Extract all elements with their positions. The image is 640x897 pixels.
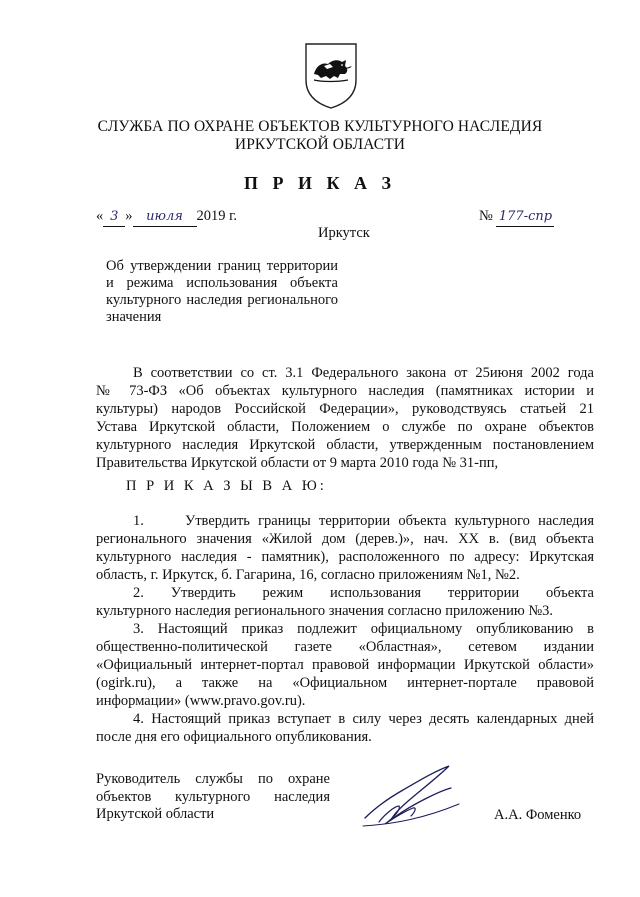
org-title-line2: ИРКУТСКОЙ ОБЛАСТИ: [234, 136, 406, 153]
subject-line: значения: [106, 309, 162, 325]
item-1-line: регионального значения «Жилой дом (дерев.)», нач. XX в. (вид объекта: [96, 531, 594, 547]
subject-line: культурного наследия регионального: [106, 292, 338, 308]
signatory-line: Руководитель службы по охране: [96, 771, 330, 787]
preamble-line: культуры) народов Российской Федерации», руководствуясь статьей 21: [96, 401, 594, 417]
date-line: [96, 207, 237, 227]
document-type-title: П Р И К А З: [243, 173, 397, 193]
preamble-line: культурного наследия Иркутской области, утвержденным постановлением: [96, 437, 594, 453]
item-2-line: культурного наследия регионального значения согласно приложению №3.: [96, 603, 554, 619]
org-title-line1: СЛУЖБА ПО ОХРАНЕ ОБЪЕКТОВ КУЛЬТУРНОГО НАСЛЕДИЯ: [97, 118, 543, 135]
preamble-line: № 73-ФЗ «Об объектах культурного наследия (памятниках истории и: [96, 383, 594, 399]
number-value: 177-спр: [498, 209, 553, 224]
date-month: июля: [146, 209, 183, 224]
date-day-field: [103, 207, 125, 227]
item-4-line: 4. Настоящий приказ вступает в силу через десять календарных дней: [133, 711, 594, 727]
order-items: [96, 512, 594, 746]
date-close-quote: »: [125, 208, 133, 224]
signatory-name: А.А. Фоменко: [494, 807, 582, 823]
number-sign: №: [479, 208, 493, 224]
preamble: [96, 364, 594, 472]
date-year: 2019 г.: [196, 208, 238, 224]
order-number: [479, 207, 554, 227]
handwritten-signature-icon: [355, 760, 475, 835]
date-month-field: [133, 207, 197, 227]
item-1-line: культурного наследия - памятник), расположенного по адресу: Иркутская: [96, 549, 594, 565]
preamble-line: Правительства Иркутской области от 9 марта 2010 года № 31-пп,: [96, 455, 499, 471]
date-open-quote: «: [96, 208, 104, 224]
preamble-line: Устава Иркутской области, Положением о службе по охране объектов: [96, 419, 594, 435]
item-2-line: 2. Утвердить режим использования территории объекта: [133, 585, 594, 601]
item-1-line: область, г. Иркутск, б. Гагарина, 16, согласно приложениям №1, №2.: [96, 567, 520, 583]
order-word: П Р И К А З Ы В А Ю:: [126, 478, 327, 494]
signatory-title: [96, 771, 330, 824]
signatory-line: объектов культурного наследия: [96, 788, 330, 805]
subject-line: и режима использования объекта: [106, 275, 338, 291]
item-3-line: «Официальный интернет-портал правовой информации Иркутской области»: [96, 657, 594, 673]
preamble-line: В соответствии со ст. 3.1 Федерального закона от 25июня 2002 года: [133, 365, 594, 381]
date-day: 3: [110, 209, 119, 224]
item-3-line: информации» (www.pravo.gov.ru).: [96, 693, 306, 709]
subject-line: Об утверждении границ территории: [106, 258, 338, 274]
city: Иркутск: [318, 225, 370, 241]
item-3-line: 3. Настоящий приказ подлежит официальному опубликованию в: [133, 621, 594, 637]
item-3-line: общественно-политической газете «Областная», сетевом издании: [96, 639, 594, 655]
subject-block: [106, 258, 338, 326]
signatory-line: Иркутской области: [96, 806, 215, 822]
item-3-line: (ogirk.ru), а также на «Официальном интернет-портале правовой: [96, 675, 594, 691]
coat-of-arms-icon: [300, 40, 362, 110]
item-4-line: после дня его официального опубликования.: [96, 729, 372, 745]
number-field: [496, 207, 554, 227]
item-1-line: 1. Утвердить границы территории объекта культурного наследия: [133, 513, 594, 529]
